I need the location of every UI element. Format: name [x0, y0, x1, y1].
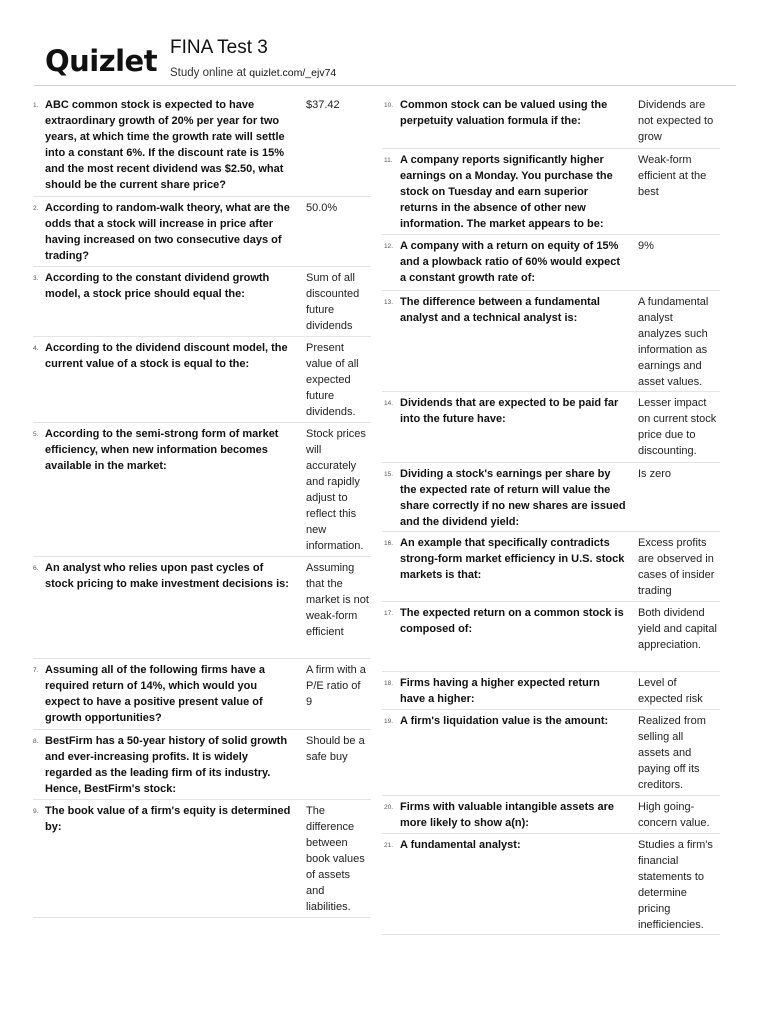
card-definition: $37.42 — [306, 99, 340, 111]
card-definition: The difference between book values of assets and liabilities. — [306, 805, 365, 913]
card-3 — [33, 267, 371, 337]
card-definition: 50.0% — [306, 202, 338, 214]
card-1 — [33, 94, 371, 197]
header-divider — [34, 85, 736, 86]
card-15 — [382, 463, 720, 532]
card-2 — [33, 197, 371, 267]
card-21 — [382, 834, 720, 935]
card-term: The expected return on a common stock is composed of: — [400, 607, 624, 635]
card-definition: Dividends are not expected to grow — [638, 99, 714, 143]
card-number: 7. — [33, 667, 39, 674]
card-number: 6. — [33, 565, 39, 572]
card-10 — [382, 94, 720, 149]
card-18 — [382, 672, 720, 710]
card-definition: Present value of all expected future dividends. — [306, 342, 359, 418]
card-term: BestFirm has a 50-year history of solid growth and ever-increasing profits. It is widely regarded as the leading firm of its industry. Hence, BestFirm's stock: — [45, 735, 288, 795]
card-term: Firms having a higher expected return have a higher: — [400, 677, 600, 705]
card-term: Common stock can be valued using the perpetuity valuation formula if the: — [400, 99, 608, 127]
card-definition: Level of expected risk — [638, 677, 703, 705]
card-14 — [382, 392, 720, 463]
card-number: 4. — [33, 345, 39, 352]
card-number: 20. — [384, 804, 394, 811]
card-number: 15. — [384, 471, 394, 478]
card-number: 8. — [33, 738, 39, 745]
card-term: The book value of a firm's equity is determined by: — [45, 805, 291, 833]
card-definition: Sum of all discounted future dividends — [306, 272, 360, 332]
card-number: 18. — [384, 680, 394, 687]
card-definition: Lesser impact on current stock price due to discounting. — [638, 397, 717, 457]
card-11 — [382, 149, 720, 235]
card-term: Dividends that are expected to be paid far into the future have: — [400, 397, 619, 425]
card-number: 21. — [384, 842, 394, 849]
card-term: An analyst who relies upon past cycles of stock pricing to make investment decisions is: — [45, 562, 289, 590]
card-9 — [33, 800, 371, 918]
card-term: According to the semi-strong form of market efficiency, when new information becomes available in the market: — [45, 428, 279, 472]
card-definition: A firm with a P/E ratio of 9 — [306, 664, 366, 708]
card-13 — [382, 291, 720, 392]
card-5 — [33, 423, 371, 557]
page-title: FINA Test 3 — [170, 37, 268, 58]
card-definition: Is zero — [638, 468, 672, 480]
card-definition: Studies a firm's financial statements to determine pricing inefficiencies. — [638, 839, 713, 931]
card-definition: Realized from selling all assets and paying off its creditors. — [638, 715, 706, 791]
card-number: 14. — [384, 400, 394, 407]
quizlet-logo[interactable]: Quizlet — [45, 44, 158, 78]
card-4 — [33, 337, 371, 423]
left-column — [33, 94, 371, 918]
card-16 — [382, 532, 720, 602]
card-19 — [382, 710, 720, 796]
card-term: Firms with valuable intangible assets are more likely to show a(n): — [400, 801, 614, 829]
card-term: A firm's liquidation value is the amount: — [400, 715, 609, 727]
card-definition: Weak-form efficient at the best — [638, 154, 707, 198]
card-term: Assuming all of the following firms have a required return of 14%, which would you expect to have a positive present value of growth opportunities? — [45, 664, 266, 724]
card-number: 9. — [33, 808, 39, 815]
card-term: According to random-walk theory, what are the odds that a stock will increase in price after having increased on two consecutive days of trading? — [45, 202, 290, 262]
card-definition: High going-concern value. — [638, 801, 710, 829]
card-6 — [33, 557, 371, 659]
card-term: ABC common stock is expected to have extraordinary growth of 20% per year for two years, at which time the growth rate will settle into a constant 6%. If the discount rate is 15% and the most recent dividend was $2.50, what should be the current share price? — [45, 99, 285, 191]
card-definition: Stock prices will accurately and rapidly adjust to reflect this new information. — [306, 428, 366, 552]
card-12 — [382, 235, 720, 291]
card-definition: Excess profits are observed in cases of insider trading — [638, 537, 715, 597]
card-number: 5. — [33, 431, 39, 438]
study-prefix: Study online at — [170, 67, 250, 79]
card-number: 13. — [384, 299, 394, 306]
card-7 — [33, 659, 371, 730]
card-term: Dividing a stock's earnings per share by the expected rate of return will value the share correctly if no new shares are issued and the dividend yield: — [400, 468, 626, 528]
right-column — [382, 94, 720, 935]
card-term: An example that specifically contradicts strong-form market efficiency in U.S. stock markets is that: — [400, 537, 625, 581]
card-20 — [382, 796, 720, 834]
card-number: 12. — [384, 243, 394, 250]
card-definition: Should be a safe buy — [306, 735, 365, 763]
page-header — [0, 0, 768, 86]
card-term: A company with a return on equity of 15% and a plowback ratio of 60% would expect a constant growth rate of: — [400, 240, 621, 284]
card-term: A fundamental analyst: — [400, 839, 521, 851]
card-term: A company reports significantly higher earnings on a Monday. You purchase the stock on Tuesday and earn superior returns in the absence of other new information. The market appears to be: — [400, 154, 613, 230]
card-term: According to the dividend discount model, the current value of a stock is equal to the: — [45, 342, 288, 370]
card-term: According to the constant dividend growth model, a stock price should equal the: — [45, 272, 270, 300]
card-number: 16. — [384, 540, 394, 547]
card-17 — [382, 602, 720, 672]
study-url-link[interactable]: quizlet.com/_ejv74 — [249, 67, 337, 79]
card-number: 11. — [384, 157, 393, 164]
card-number: 3. — [33, 275, 39, 282]
card-number: 10. — [384, 102, 394, 109]
card-number: 19. — [384, 718, 394, 725]
card-8 — [33, 730, 371, 800]
card-number: 17. — [384, 610, 394, 617]
card-definition: Both dividend yield and capital appreciation. — [638, 607, 717, 651]
card-number: 2. — [33, 205, 39, 212]
card-definition: 9% — [638, 240, 654, 252]
study-online-line — [170, 66, 336, 80]
card-definition: A fundamental analyst analyzes such information as earnings and asset values. — [638, 296, 709, 388]
card-term: The difference between a fundamental analyst and a technical analyst is: — [400, 296, 600, 324]
card-number: 1. — [33, 102, 39, 109]
card-definition: Assuming that the market is not weak-form efficient — [306, 562, 369, 638]
